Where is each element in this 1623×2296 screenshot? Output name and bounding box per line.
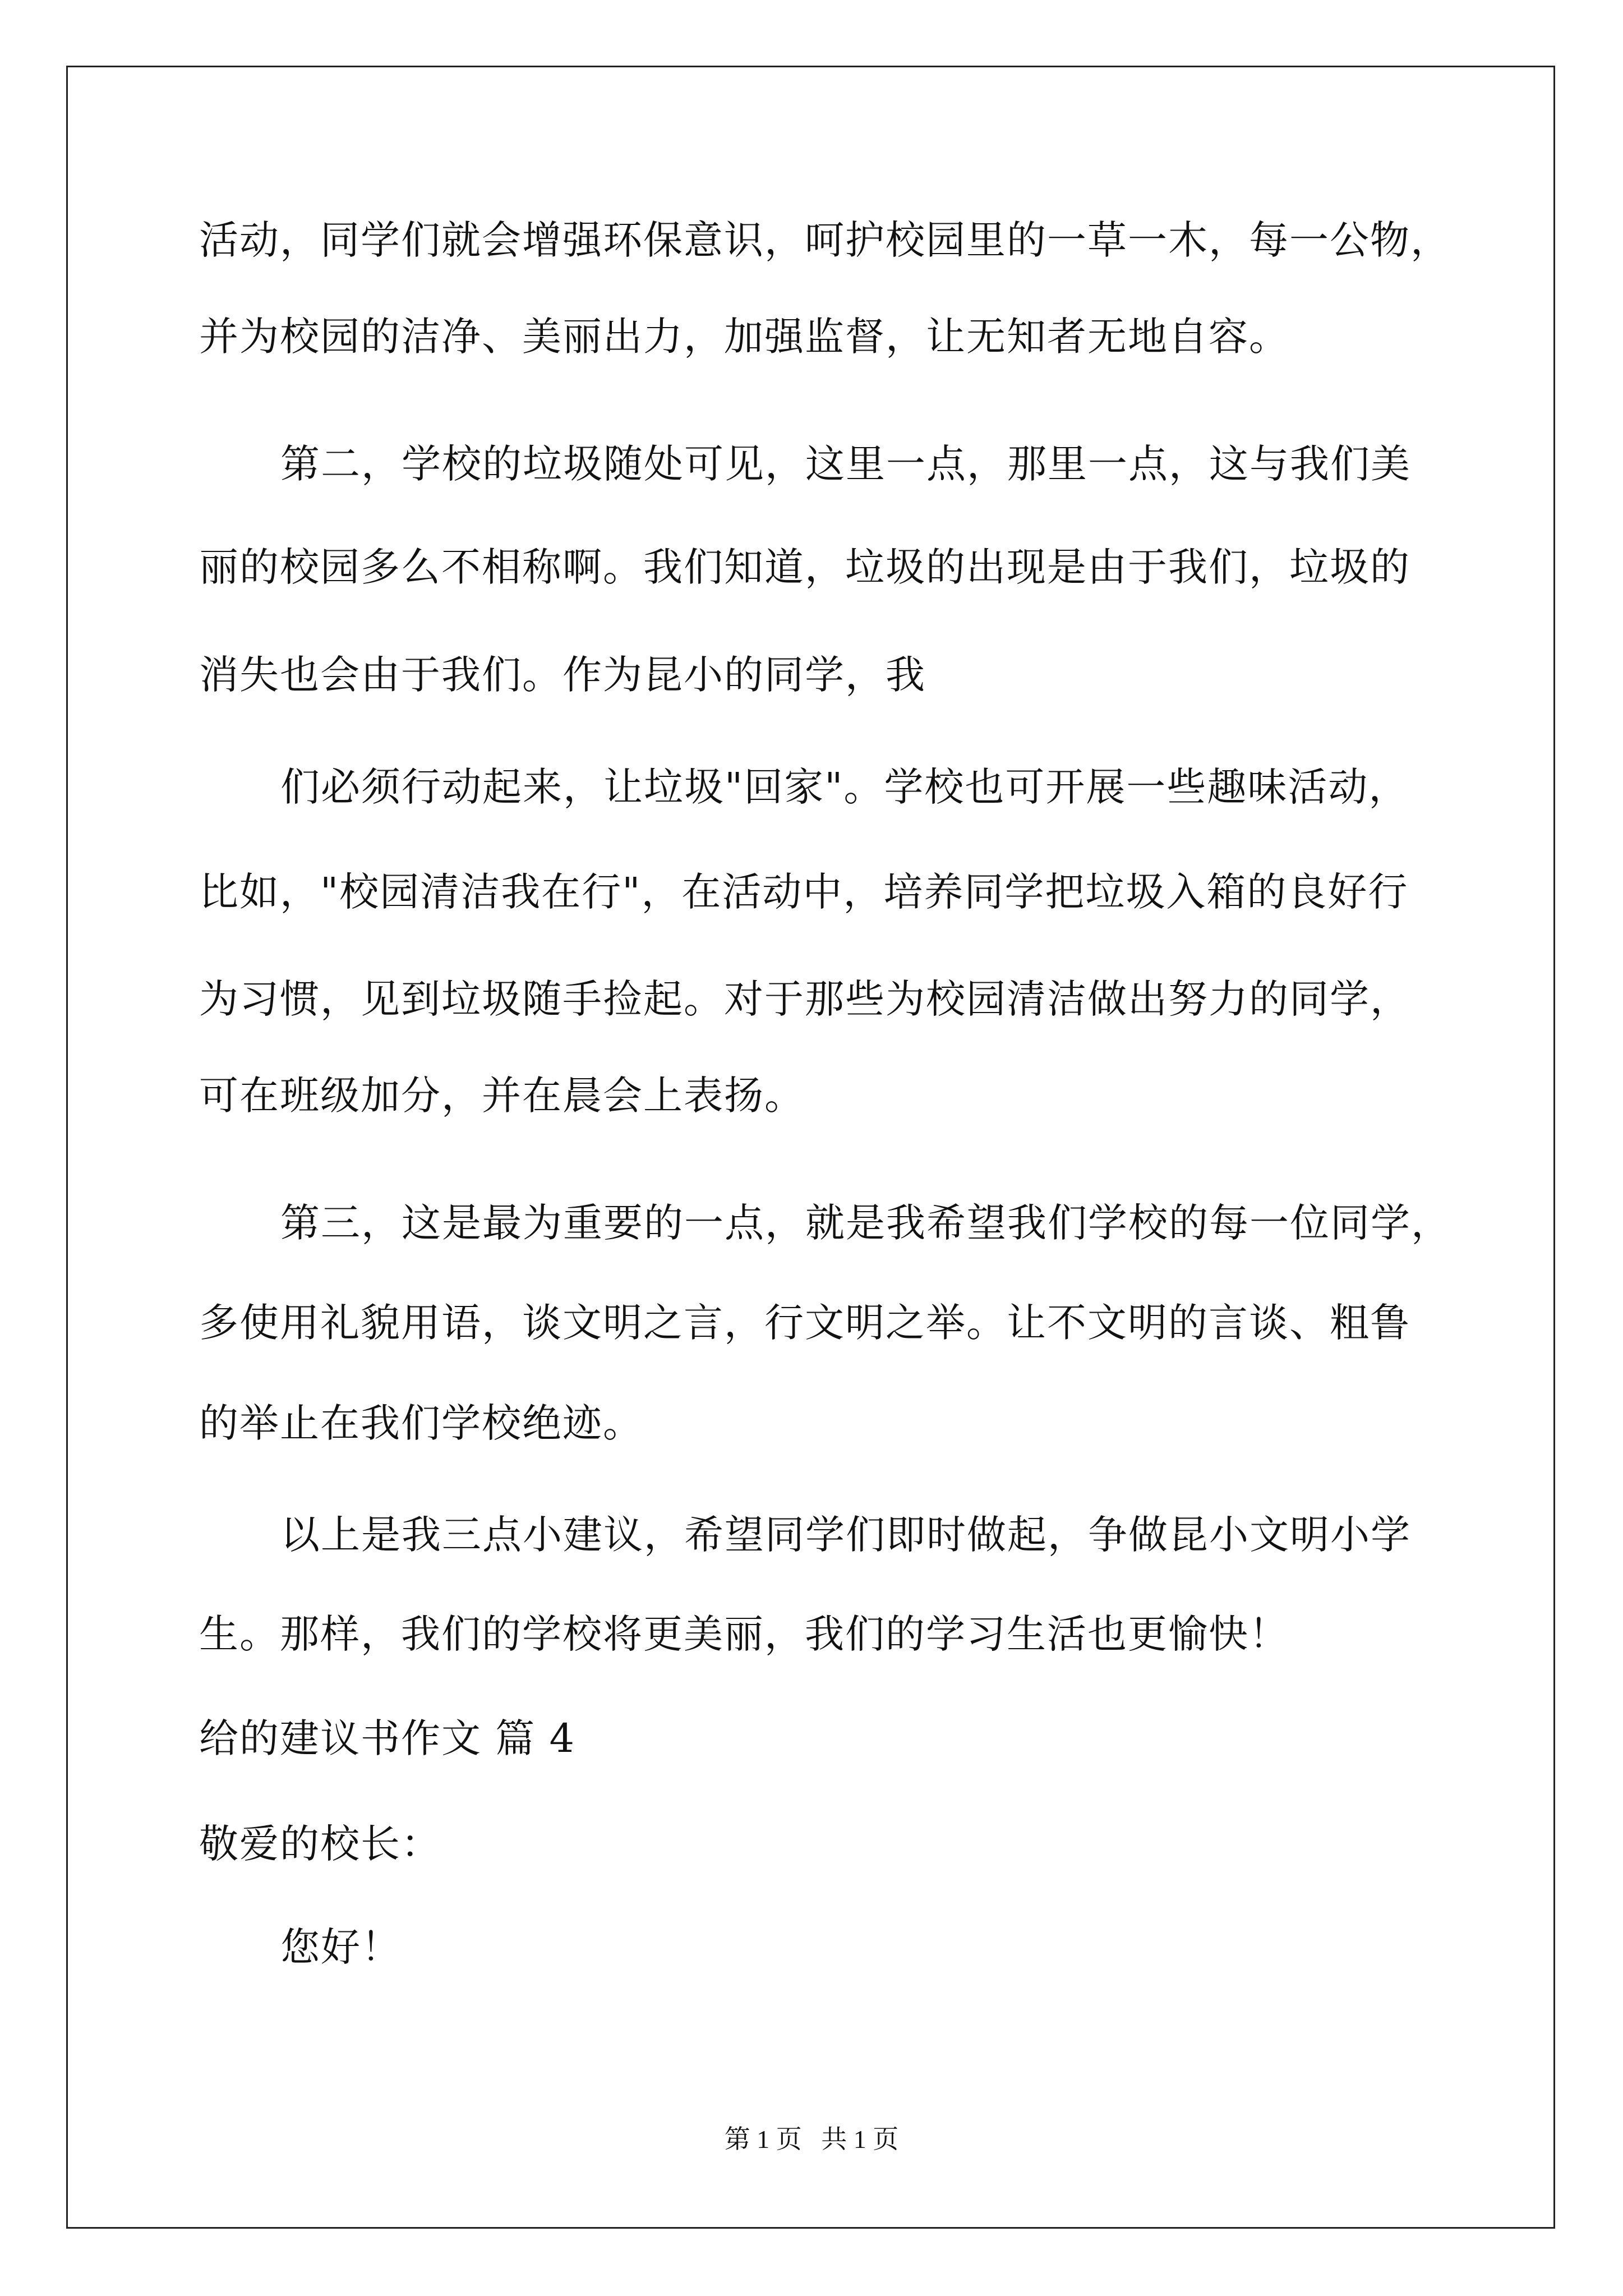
text-line-4: 丽的校园多么不相称啊。我们知道，垃圾的出现是由于我们，垃圾的 <box>199 544 1410 590</box>
text-line-12: 的举止在我们学校绝迹。 <box>199 1400 643 1446</box>
text-line-11: 多使用礼貌用语，谈文明之言，行文明之举。让不文明的言谈、粗鲁 <box>199 1300 1410 1346</box>
text-line-13: 以上是我三点小建议，希望同学们即时做起，争做昆小文明小学 <box>280 1512 1411 1558</box>
text-line-5: 消失也会由于我们。作为昆小的同学，我 <box>199 652 926 698</box>
text-line-9: 可在班级加分，并在晨会上表扬。 <box>199 1073 805 1119</box>
text-line-2: 并为校园的洁净、美丽出力，加强监督，让无知者无地自容。 <box>199 314 1289 360</box>
section-heading: 给的建议书作文 篇 4 <box>199 1715 576 1761</box>
text-line-7: 比如，"校园清洁我在行"，在活动中，培养同学把垃圾入箱的良好行 <box>199 869 1409 915</box>
text-line-10: 第三，这是最为重要的一点，就是我希望我们学校的每一位同学， <box>280 1200 1451 1246</box>
text-line-8: 为习惯，见到垃圾随手捡起。对于那些为校园清洁做出努力的同学， <box>199 976 1410 1022</box>
text-line-3: 第二，学校的垃圾随处可见，这里一点，那里一点，这与我们美 <box>280 441 1411 487</box>
text-line-6: 们必须行动起来，让垃圾"回家"。学校也可开展一些趣味活动， <box>280 764 1409 810</box>
salutation: 敬爱的校长： <box>199 1821 441 1867</box>
text-line-14: 生。那样，我们的学校将更美丽，我们的学习生活也更愉快！ <box>199 1611 1289 1657</box>
page-footer: 第 1 页 共 1 页 <box>724 2125 899 2154</box>
text-line-1: 活动，同学们就会增强环保意识，呵护校园里的一草一木，每一公物， <box>199 217 1451 263</box>
greeting: 您好！ <box>280 1924 402 1970</box>
page-border <box>66 66 1555 2229</box>
